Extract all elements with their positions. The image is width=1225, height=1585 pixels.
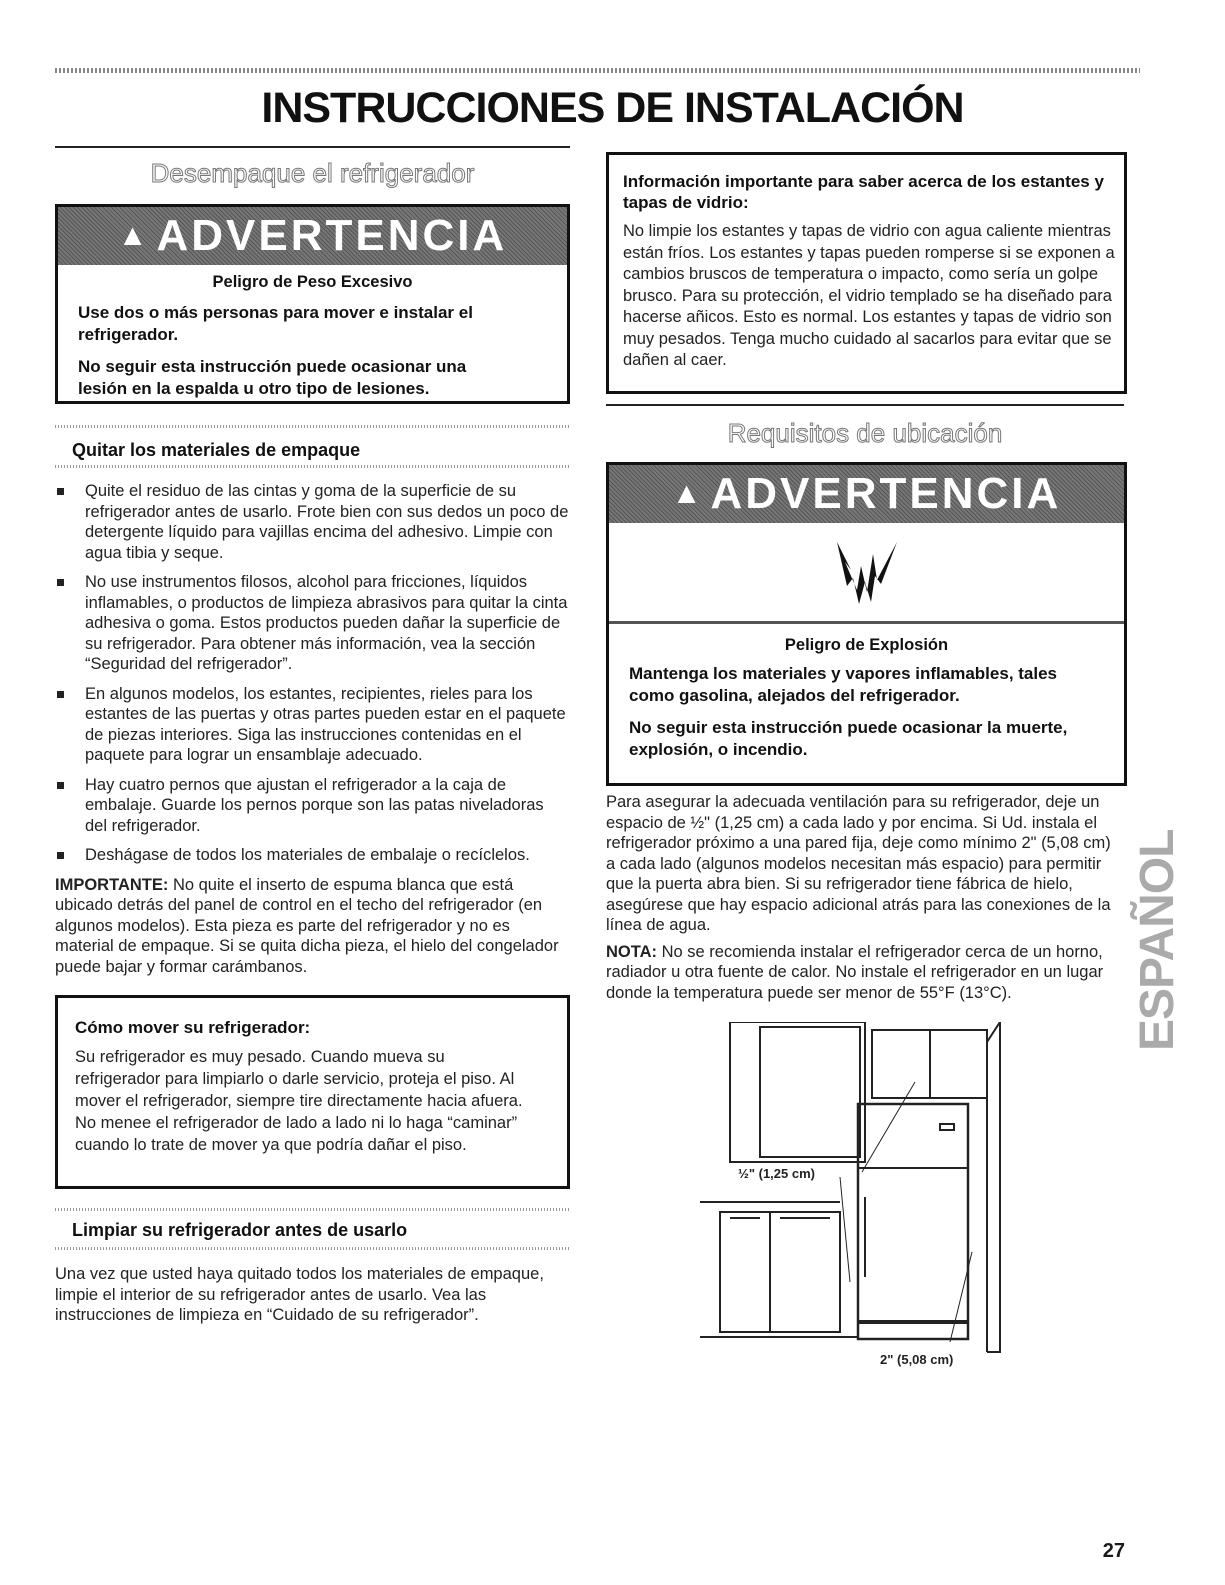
explosion-icon xyxy=(827,532,907,612)
right-section-title: Requisitos de ubicación xyxy=(727,418,1003,448)
important-label: IMPORTANTE: xyxy=(55,875,169,894)
diagram-label-half-inch: ½" (1,25 cm) xyxy=(738,1166,815,1181)
important-paragraph xyxy=(55,875,570,978)
subhead-remove-packaging: Quitar los materiales de empaque xyxy=(72,440,361,460)
list-item: No use instrumentos filosos, alcohol para fricciones, líquidos inflamables, o productos de limpieza abrasivos para quitar la cinta adhesiva o goma. Estos productos pueden dañar la superficie de su refrigerador. Para obtener más información, vea la sección “Seguridad del refrigerador”. xyxy=(55,572,570,675)
list-item: Deshágase de todos los materiales de embalaje o recíclelos. xyxy=(55,845,570,866)
explosion-warning-box xyxy=(606,462,1127,786)
subhead-rule-top xyxy=(55,425,570,428)
glass-box-text: No limpie los estantes y tapas de vidrio con agua caliente mientras están fríos. Los estantes y tapas pueden romperse si se exponen a cambios bruscos de temperatura o impacto, como sería un golpe brusco. Para su protección, el vidrio templado se ha diseñado para hacerse añicos. Esto es normal. Los estantes y tapas de vidrio son muy pesados. Tenga mucho cuidado al sacarlos para evitar que se dañen al caer. xyxy=(623,222,1115,369)
glass-box-title: Información importante para saber acerca de los estantes y tapas de vidrio: xyxy=(623,172,1104,212)
moving-box-title: Cómo mover su refrigerador: xyxy=(75,1018,311,1037)
moving-box xyxy=(55,995,570,1189)
warning-line-2: No seguir esta instrucción puede ocasionar la muerte, explosión, o incendio. xyxy=(629,718,1068,759)
diagram-label-two-inch: 2" (5,08 cm) xyxy=(880,1352,954,1367)
clearance-diagram xyxy=(700,1022,1020,1378)
weight-warning-box xyxy=(55,204,570,404)
packaging-list-wrap xyxy=(55,481,570,977)
warning-triangle-icon: ▲ xyxy=(671,477,705,510)
clean-paragraph: Una vez que usted haya quitado todos los materiales de empaque, limpie el interior de su refrigerador antes de usarlo. Vea las instrucciones de limpieza en “Cuidado de su refrigerador”. xyxy=(55,1265,544,1324)
warning-header xyxy=(58,207,567,265)
page-number: 27 xyxy=(1102,1540,1125,1562)
language-side-tab xyxy=(1130,815,1190,1065)
location-paragraph: Para asegurar la adecuada ventilación para su refrigerador, deje un espacio de ½" (1,25 cm) a cada lado y por encima. Si Ud. instala el refrigerador próximo a una pared fija, deje como mínimo 2" (5,08 cm) a cada lado (algunos modelos necesitan más espacio) para permitir que la puerta abra bien. Si su refrigerador tiene fábrica de hielo, asegúrese que hay espacio adicional atrás para las conexiones de la línea de agua. xyxy=(606,793,1111,934)
top-dotted-rule xyxy=(55,68,1140,73)
important-text: No quite el inserto de espuma blanca que está ubicado detrás del panel de control en el techo del refrigerador (en algunos modelos). Esta pieza es parte del refrigerador y no es material de empaque. Si se quita dicha pieza, el hielo del congelador puede bajar y formar carámbanos. xyxy=(55,875,559,976)
moving-box-text: Su refrigerador es muy pesado. Cuando mueva su refrigerador para limpiarlo o darle servicio, proteja el piso. Al mover el refrigerador, siempre tire directamente hacia afuera. No menee el refrigerador de lado a lado ni lo haga “caminar” cuando lo trate de mover ya que podría dañar el piso. xyxy=(75,1048,523,1154)
list-item: En algunos modelos, los estantes, recipientes, rieles para los estantes de las puertas y otras partes pueden estar en el paquete de piezas interiores. Siga las instrucciones contenidas en el paquete para lograr un ensamblaje adecuado. xyxy=(55,684,570,766)
glass-info-box xyxy=(606,152,1127,394)
note-label: NOTA: xyxy=(606,942,658,961)
subhead2-rule-top xyxy=(55,1208,570,1211)
warning-header-label: ADVERTENCIA xyxy=(710,469,1062,518)
right-section-rule xyxy=(606,404,1124,406)
warning-header xyxy=(609,465,1124,523)
warning-title: Peligro de Explosión xyxy=(784,636,949,654)
warning-line-1: Mantenga los materiales y vapores inflamables, tales como gasolina, alejados del refrigerador. xyxy=(629,664,1058,705)
subhead2-rule-bottom xyxy=(55,1247,570,1250)
subhead-rule-bottom xyxy=(55,465,570,468)
page-title: INSTRUCCIONES DE INSTALACIÓN xyxy=(261,84,964,132)
left-section-rule xyxy=(55,146,570,148)
warning-header-label: ADVERTENCIA xyxy=(156,211,508,260)
explosion-icon-panel xyxy=(609,523,1124,624)
subhead-clean: Limpiar su refrigerador antes de usarlo xyxy=(72,1220,408,1240)
side-tab-label: ESPAÑOL xyxy=(1131,829,1184,1051)
packaging-bullets xyxy=(55,481,570,866)
warning-title: Peligro de Peso Excesivo xyxy=(212,273,413,291)
note-text: No se recomienda instalar el refrigerador cerca de un horno, radiador u otra fuente de calor. No instale el refrigerador en un lugar donde la temperatura puede ser menor de 55°F (13°C). xyxy=(606,942,1104,1002)
warning-line-1: Use dos o más personas para mover e instalar el refrigerador. xyxy=(78,303,473,344)
warning-triangle-icon: ▲ xyxy=(117,219,151,252)
list-item: Quite el residuo de las cintas y goma de la superficie de su refrigerador antes de usarlo. Frote bien con sus dedos un poco de detergente líquido para vajillas encima del adhesivo. Limpie con agua tibia y seque. xyxy=(55,481,570,563)
location-block xyxy=(606,792,1111,1003)
warning-line-2: No seguir esta instrucción puede ocasionar una lesión en la espalda u otro tipo de lesiones. xyxy=(78,357,467,398)
list-item: Hay cuatro pernos que ajustan el refrigerador a la caja de embalaje. Guarde los pernos porque son las patas niveladoras del refrigerador. xyxy=(55,775,570,837)
left-section-title: Desempaque el refrigerador xyxy=(150,158,475,188)
note-paragraph xyxy=(606,942,1111,1004)
